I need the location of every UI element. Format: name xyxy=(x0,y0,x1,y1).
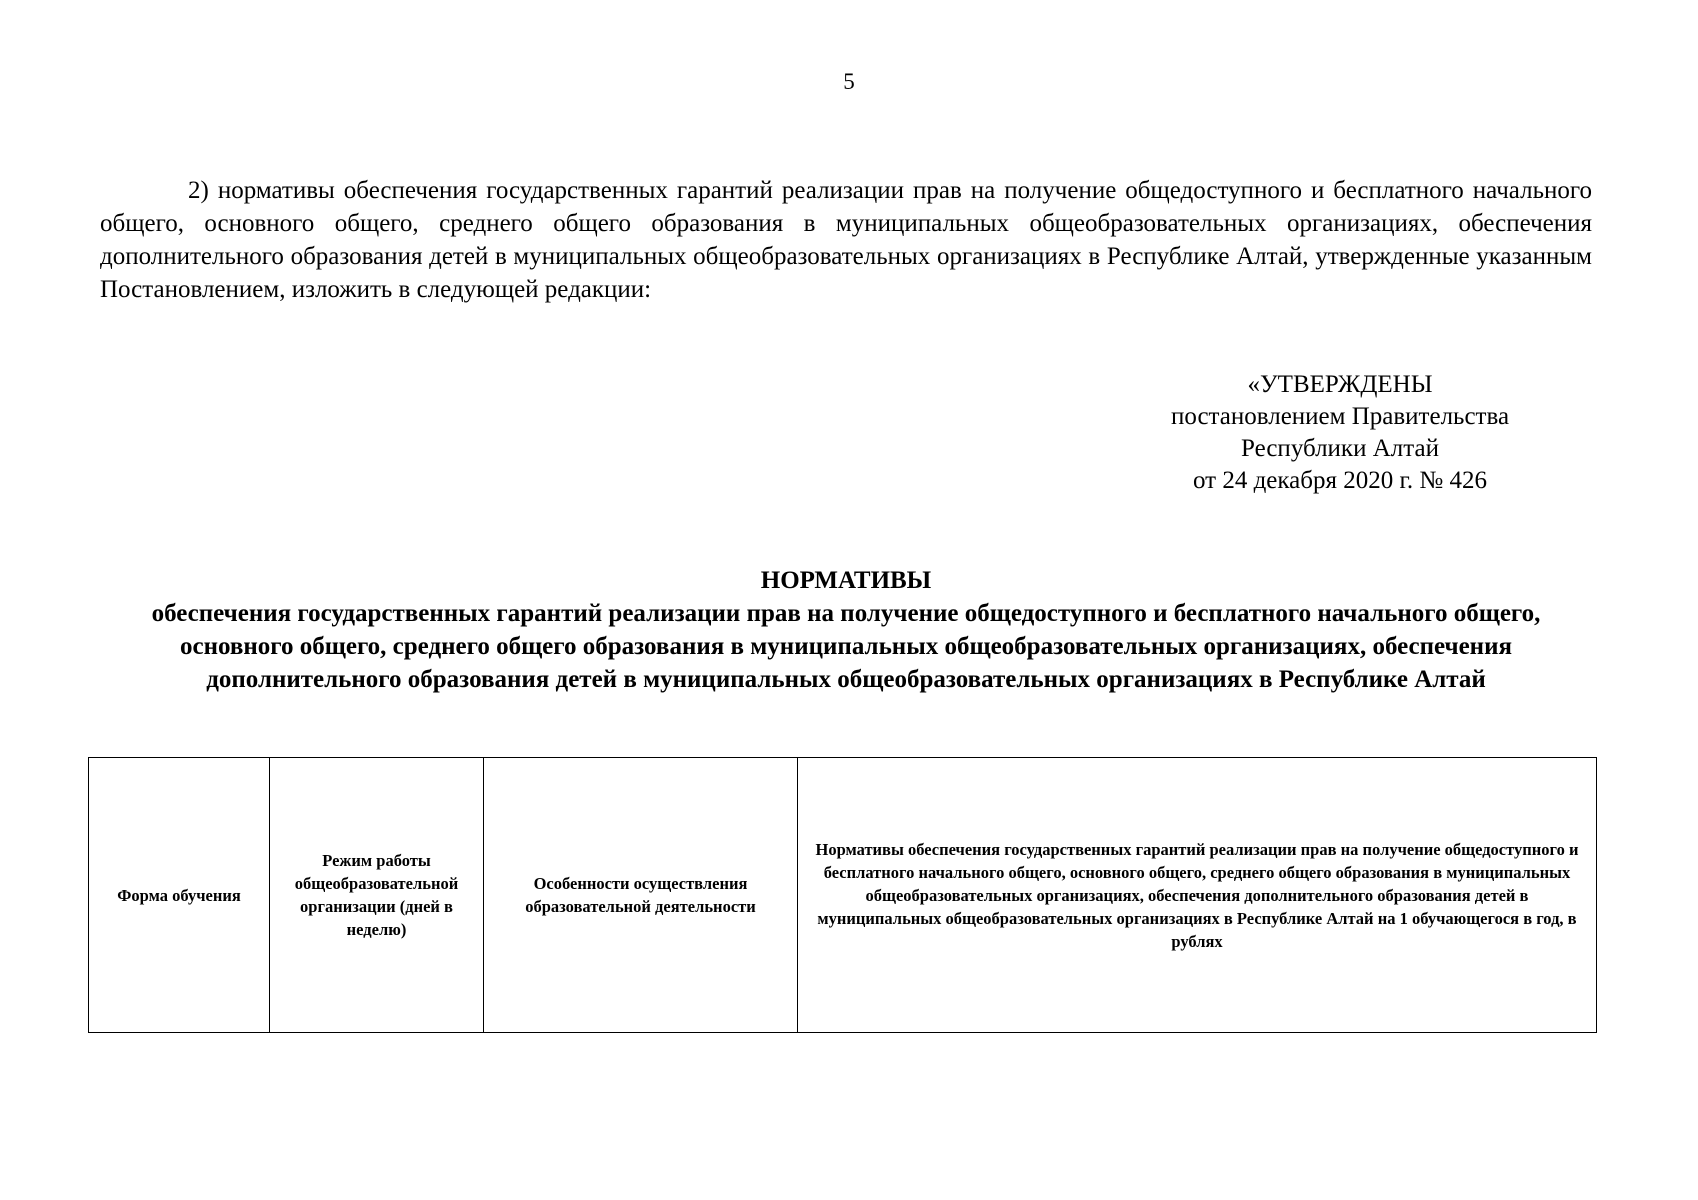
approval-line-date: от 24 декабря 2020 г. № 426 xyxy=(1192,467,1488,494)
table-header-cell: Режим работы общеобразовательной организации (дней в неделю) xyxy=(270,758,484,1033)
norms-table xyxy=(88,757,1597,1033)
document-subtitle: обеспечения государственных гарантий реализации прав на получение общедоступного и бесплатного начального общего, основного общего, среднего общего образования в муниципальных общеобразовательных организациях, обеспечения дополнительного образования детей в муниципальных общеобразовательных организациях в Республике Алтай xyxy=(151,600,1541,693)
approval-line-republic: Республики Алтай xyxy=(1241,435,1439,462)
document-heading xyxy=(100,564,1592,696)
table-header-cell: Форма обучения xyxy=(89,758,270,1033)
table-header-cell: Особенности осуществления образовательной деятельности xyxy=(484,758,798,1033)
approval-line-resolution: постановлением Правительства xyxy=(1170,403,1510,430)
table-header-cell: Нормативы обеспечения государственных гарантий реализации прав на получение общедоступного и бесплатного начального общего, основного общего, среднего общего образования в муниципальных общеобразовательных организациях, обеспечения дополнительного образования детей в муниципальных общеобразовательных организациях в Республике Алтай на 1 обучающегося в год, в рублях xyxy=(798,758,1597,1033)
page-number: 5 xyxy=(843,69,855,94)
table-header-row xyxy=(89,758,1597,1033)
document-title: НОРМАТИВЫ xyxy=(760,567,932,594)
intro-paragraph: 2) нормативы обеспечения государственных гарантий реализации прав на получение общедоступного и бесплатного начального общего, основного общего, среднего общего образования в муниципальных общеобразовательных организациях, обеспечения дополнительного образования детей в муниципальных общеобразовательных организациях в Республике Алтай, утвержденные указанным Постановлением, изложить в следующей редакции: xyxy=(100,177,1592,303)
approval-line-approved: «УТВЕРЖДЕНЫ xyxy=(1247,371,1433,398)
approval-stamp xyxy=(1110,369,1570,497)
